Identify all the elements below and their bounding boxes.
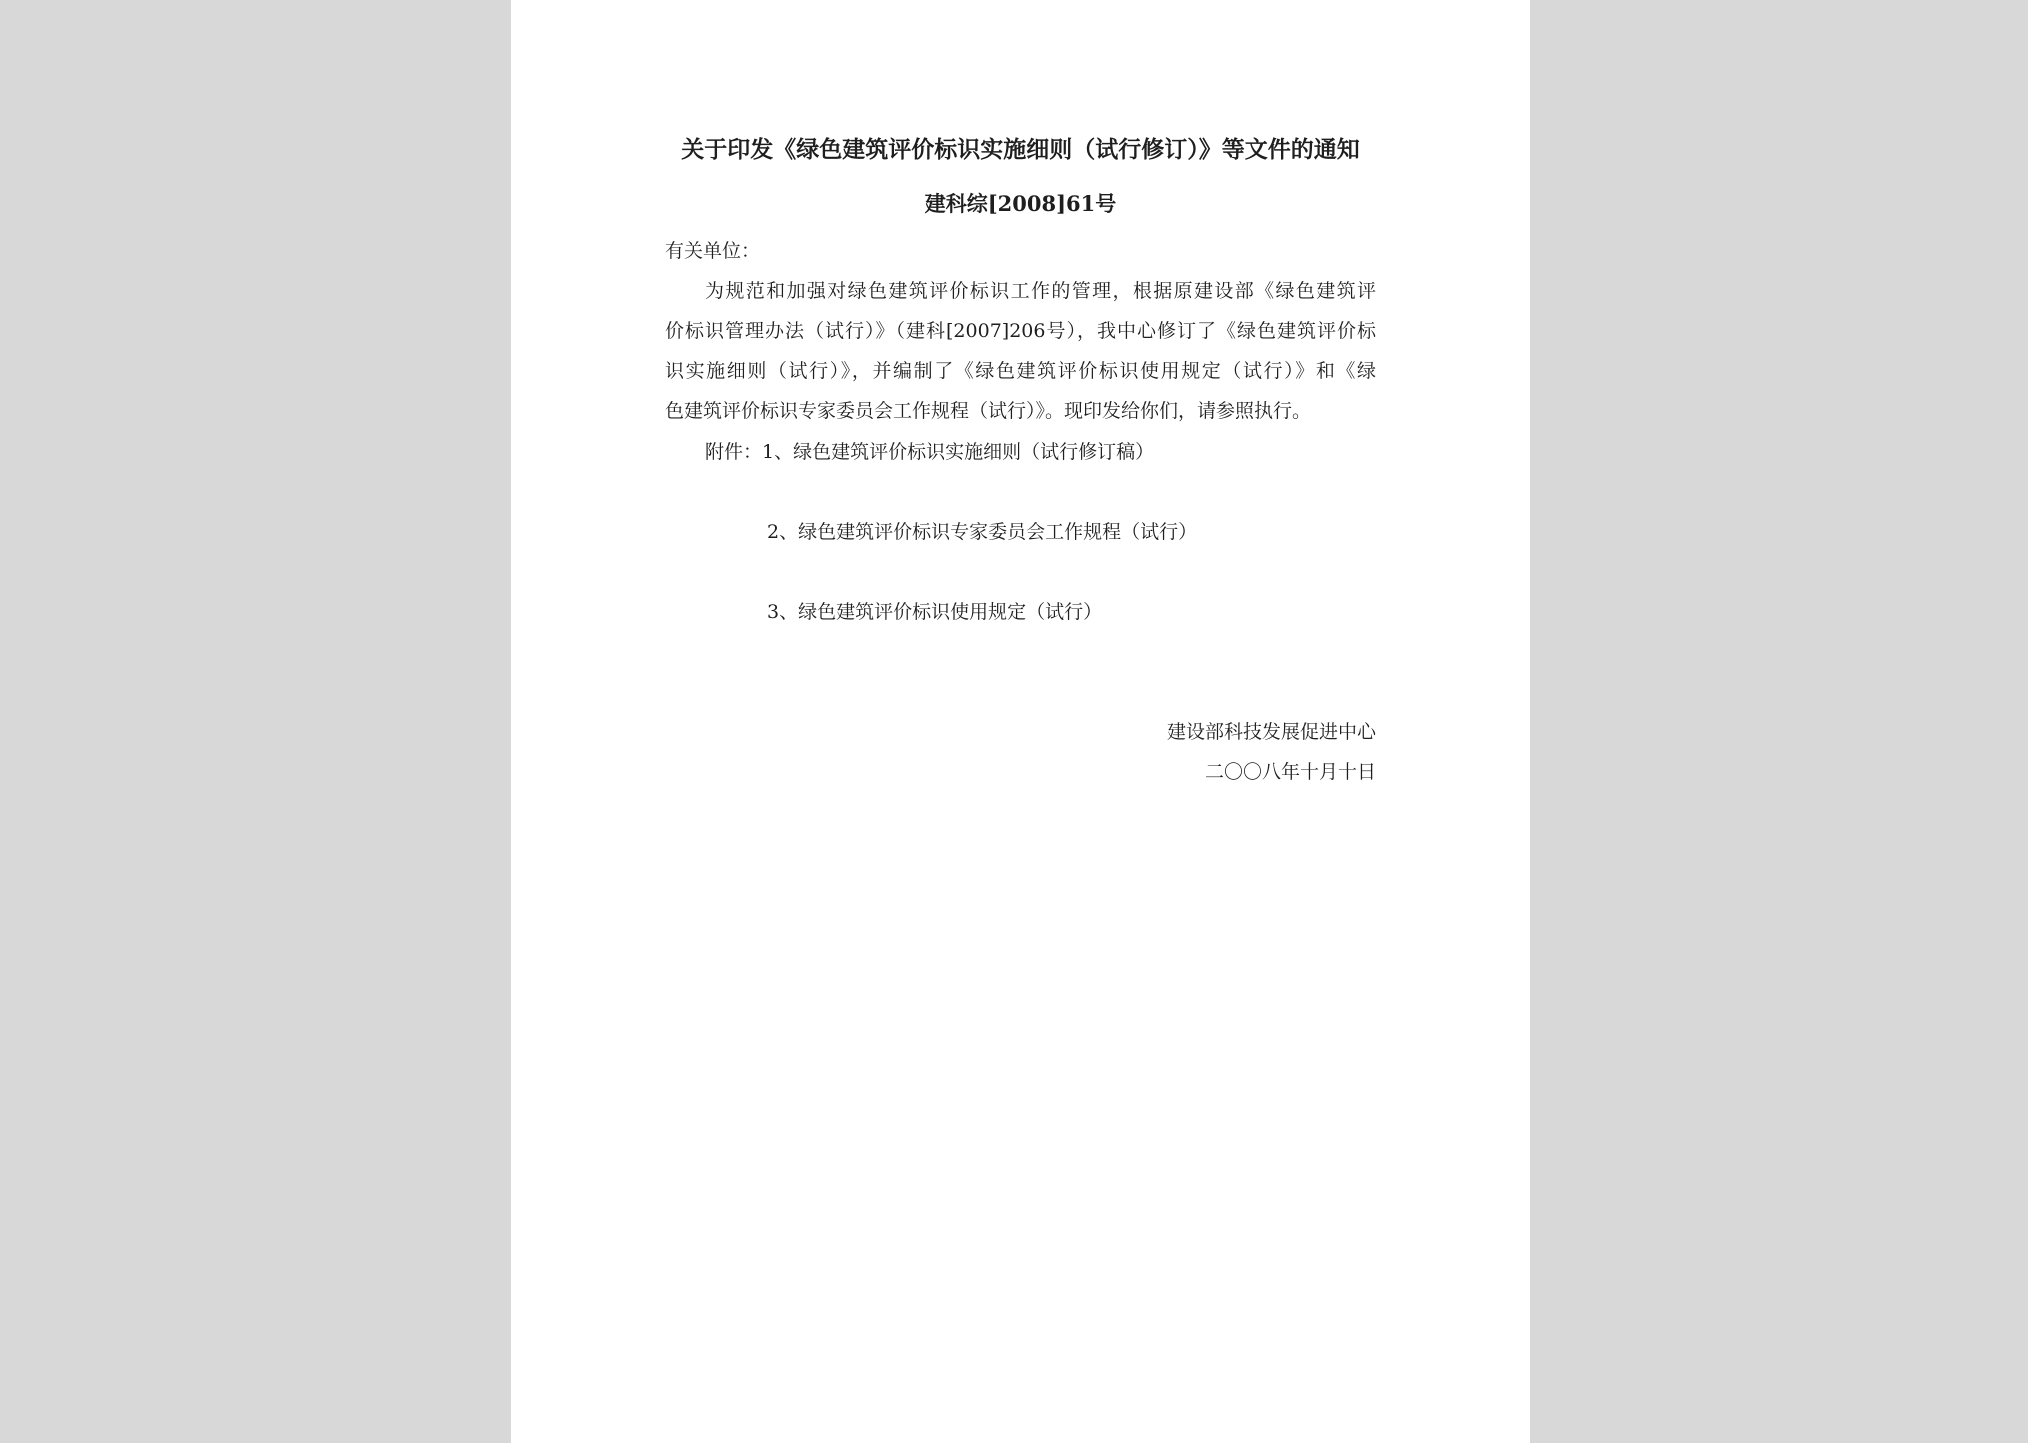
issuer: 建设部科技发展促进中心 <box>1166 721 1376 743</box>
salutation: 有关单位： <box>665 240 761 262</box>
body-line: 为规范和加强对绿色建筑评价标识工作的管理，根据原建设部《绿色建筑评 <box>705 280 1376 302</box>
issue-date: 二〇〇八年十月十日 <box>1204 761 1376 783</box>
attachment-item: 附件：1、绿色建筑评价标识实施细则（试行修订稿） <box>705 441 1155 463</box>
attachment-item: 2、绿色建筑评价标识专家委员会工作规程（试行） <box>767 521 1198 543</box>
document-page <box>511 0 1530 1443</box>
document-number: 建科综[2008]61号 <box>924 191 1117 216</box>
body-line: 色建筑评价标识专家委员会工作规程（试行）》。现印发给你们，请参照执行。 <box>665 400 1312 422</box>
document-title: 关于印发《绿色建筑评价标识实施细则（试行修订）》等文件的通知 <box>681 136 1360 163</box>
attachment-item: 3、绿色建筑评价标识使用规定（试行） <box>767 601 1103 623</box>
body-line: 价标识管理办法（试行）》（建科[2007]206号），我中心修订了《绿色建筑评价标 <box>665 320 1376 342</box>
body-line: 识实施细则（试行）》，并编制了《绿色建筑评价标识使用规定（试行）》和《绿 <box>665 360 1376 382</box>
